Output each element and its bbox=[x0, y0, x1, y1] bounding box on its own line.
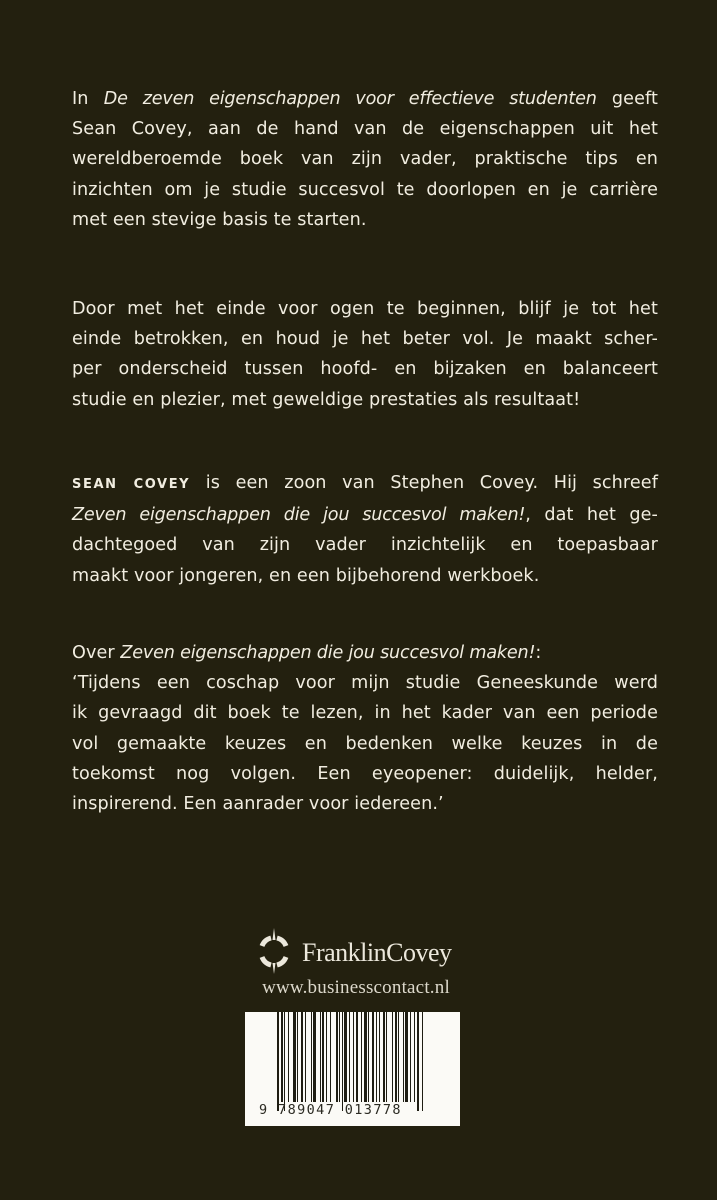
barcode-bar bbox=[410, 1012, 411, 1102]
barcode-bar bbox=[372, 1012, 374, 1102]
text-line: maakt voor jongeren, en een bijbehorend werkboek. bbox=[72, 565, 540, 586]
text-line: Zeven eigenschappen die jou succesvol maken!, dat het ge- bbox=[72, 505, 659, 526]
barcode-bar bbox=[395, 1012, 397, 1102]
book-title-italic: De zeven eigenschappen voor effectieve studenten bbox=[103, 89, 597, 109]
barcode-bar bbox=[417, 1012, 419, 1111]
barcode-bar bbox=[322, 1012, 324, 1102]
barcode-bar bbox=[379, 1012, 380, 1102]
barcode-bar bbox=[342, 1012, 343, 1111]
barcode-bar bbox=[349, 1012, 350, 1102]
barcode-bar bbox=[344, 1012, 347, 1102]
text-line: vol gemaakte keuzes en bedenken welke keuzes in de bbox=[72, 733, 658, 754]
barcode-bar bbox=[376, 1012, 377, 1102]
publisher-name: FranklinCovey bbox=[302, 938, 452, 967]
text-line: inspirerend. Een aanrader voor iedereen.’ bbox=[72, 794, 444, 815]
compass-icon bbox=[254, 928, 294, 978]
barcode-bar bbox=[353, 1012, 354, 1102]
isbn-barcode bbox=[245, 1012, 460, 1126]
barcode-bar bbox=[288, 1012, 289, 1102]
barcode-bar bbox=[297, 1012, 298, 1102]
barcode-bar bbox=[293, 1012, 296, 1102]
barcode-bar bbox=[284, 1012, 285, 1111]
description-paragraph-1 bbox=[72, 84, 658, 235]
text-line: studie en plezier, met geweldige prestaties als resultaat! bbox=[72, 389, 581, 410]
barcode-bar bbox=[364, 1012, 367, 1102]
book-title-italic: Zeven eigenschappen die jou succesvol maken! bbox=[72, 505, 526, 526]
barcode-bar bbox=[361, 1012, 362, 1102]
text-line: Door met het einde voor ogen te beginnen, blijf je tot het bbox=[72, 299, 658, 319]
publisher-website: www.businesscontact.nl bbox=[262, 977, 450, 998]
text-line: Sean Covey, aan de hand van de eigenschappen uit het bbox=[72, 119, 658, 140]
publisher-logo bbox=[254, 928, 452, 978]
barcode-bar bbox=[383, 1012, 385, 1102]
text-line: einde betrokken, en houd je het beter vol. Je maakt scher- bbox=[72, 329, 658, 350]
author-bio-paragraph bbox=[72, 468, 658, 591]
barcode-bar bbox=[386, 1012, 387, 1102]
barcode-bar bbox=[422, 1012, 423, 1111]
barcode-bar bbox=[392, 1012, 393, 1102]
text-line: per onderscheid tussen hoofd- en bijzaken en balanceert bbox=[72, 359, 658, 380]
barcode-bars bbox=[277, 1012, 432, 1111]
barcode-bar bbox=[320, 1012, 321, 1102]
book-title-italic: Zeven eigenschappen die jou succesvol maken! bbox=[120, 643, 536, 663]
author-name-smallcaps: SEAN COVEY bbox=[72, 477, 191, 492]
text-line: inzichten om je studie succesvol te doorlopen en je carrière bbox=[72, 179, 658, 200]
barcode-bar bbox=[281, 1012, 283, 1102]
text-line: ‘Tijdens een coschap voor mijn studie Geneeskunde werd bbox=[72, 673, 658, 694]
barcode-bar bbox=[414, 1012, 415, 1102]
barcode-bar bbox=[326, 1012, 327, 1102]
barcode-bar bbox=[330, 1012, 331, 1102]
barcode-bar bbox=[305, 1012, 306, 1102]
description-paragraph-2 bbox=[72, 294, 658, 415]
barcode-bar bbox=[398, 1012, 399, 1102]
text-line: toekomst nog volgen. Een eyeopener: duidelijk, helder, bbox=[72, 763, 658, 784]
text-line: In De zeven eigenschappen voor effectieve studenten geeft bbox=[72, 89, 659, 109]
text-line: met een stevige basis te starten. bbox=[72, 209, 367, 230]
text-line: Over Zeven eigenschappen die jou succesvol maken!: bbox=[72, 643, 542, 663]
testimonial-paragraph bbox=[72, 638, 658, 819]
barcode-bar bbox=[313, 1012, 316, 1102]
isbn-number: 9 789047 013778 bbox=[259, 1102, 402, 1118]
barcode-bar bbox=[339, 1012, 340, 1102]
barcode-bar bbox=[311, 1012, 312, 1102]
barcode-bar bbox=[368, 1012, 369, 1102]
barcode-bar bbox=[301, 1012, 303, 1102]
text-line: SEAN COVEY is een zoon van Stephen Covey. Hij schreef bbox=[72, 473, 658, 493]
text-line: wereldberoemde boek van zijn vader, praktische tips en bbox=[72, 149, 658, 170]
barcode-bar bbox=[405, 1012, 408, 1102]
text-line: ik gevraagd dit boek te lezen, in het kader van een periode bbox=[72, 703, 658, 724]
barcode-bar bbox=[277, 1012, 279, 1111]
barcode-bar bbox=[403, 1012, 404, 1102]
text-line: dachtegoed van zijn vader inzichtelijk en toepasbaar bbox=[72, 535, 658, 556]
barcode-bar bbox=[356, 1012, 358, 1102]
barcode-bar bbox=[336, 1012, 338, 1102]
